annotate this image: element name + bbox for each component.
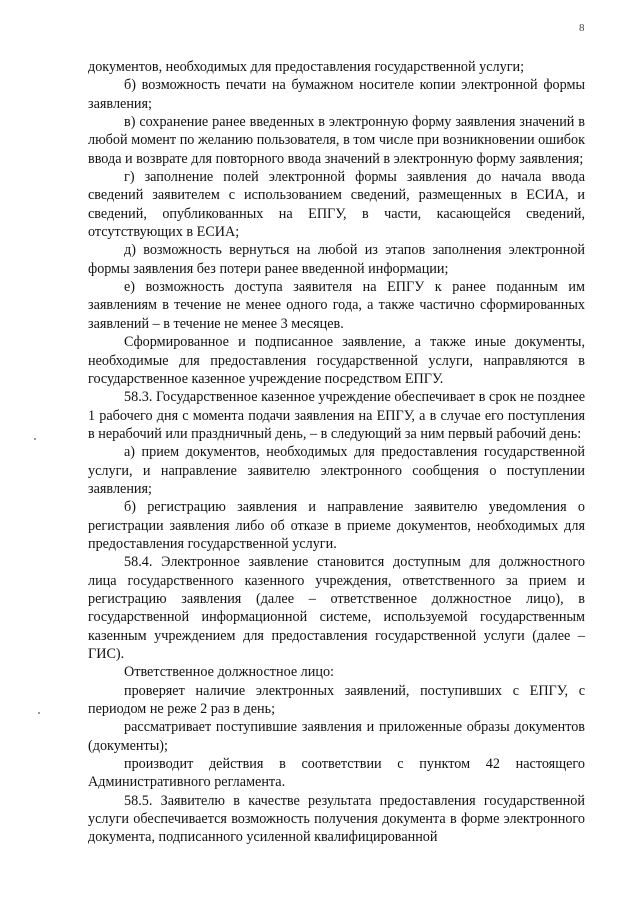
paragraph-8: 58.3. Государственное казенное учреждение обеспечивает в срок не позднее 1 рабочего дня с момента подачи заявления на ЕПГУ, а в случае его поступления в нерабочий или праздничный день, – в следующий за ним первый рабочий день: bbox=[88, 389, 585, 442]
paragraph-13: проверяет наличие электронных заявлений, поступивших с ЕПГУ, с периодом не реже 2 раз в день; bbox=[88, 682, 585, 718]
paragraph-15: производит действия в соответствии с пунктом 42 настоящего Административного регламента. bbox=[88, 756, 585, 791]
paragraph-12: Ответственное должностное лицо: bbox=[124, 664, 334, 681]
document-body bbox=[88, 58, 585, 847]
scan-speck bbox=[34, 438, 36, 440]
paragraph-7: Сформированное и подписанное заявление, а также иные документы, необходимые для предоставления государственной услуги, направляются в государственное казенное учреждение посредством ЕПГУ. bbox=[88, 334, 585, 387]
paragraph-1: документов, необходимых для предоставления государственной услуги; bbox=[88, 59, 525, 75]
paragraph-16: 58.5. Заявителю в качестве результата предоставления государственной услуги обеспечивается возможность получения документа в форме электронного документа, подписанного усиленной квалифицированной bbox=[88, 792, 585, 846]
paragraph-14: рассматривает поступившие заявления и приложенные образы документов (документы); bbox=[88, 719, 585, 754]
scan-speck bbox=[38, 712, 40, 714]
paragraph-9: а) прием документов, необходимых для предоставления государственной услуги, и направление заявителю электронного сообщения о поступлении заявления; bbox=[88, 444, 585, 497]
paragraph-6: е) возможность доступа заявителя на ЕПГУ к ранее поданным им заявлениям в течение не менее одного года, а также частично сформированных заявлений – в течение не менее 3 месяцев. bbox=[88, 279, 585, 332]
paragraph-4: г) заполнение полей электронной формы заявления до начала ввода сведений заявителем с использованием сведений, размещенных в ЕСИА, и сведений, опубликованных на ЕПГУ, в части, касающейся сведений, отсутствующих в ЕСИА; bbox=[88, 169, 585, 241]
paragraph-11: 58.4. Электронное заявление становится доступным для должностного лица государственного казенного учреждения, ответственного за прием и регистрацию заявления (далее – ответственное должностное лицо), в государственной информационной системе, используемой государственным казенным учреждением для предоставления государственной услуги (далее – ГИС). bbox=[88, 554, 585, 662]
paragraph-10: б) регистрацию заявления и направление заявителю уведомления о регистрации заявления либо об отказе в приеме документов, необходимых для предоставления государственной услуги. bbox=[88, 499, 585, 552]
paragraph-2: б) возможность печати на бумажном носителе копии электронной формы заявления; bbox=[88, 77, 585, 112]
page-number: 8 bbox=[579, 22, 585, 34]
paragraph-3: в) сохранение ранее введенных в электронную форму заявления значений в любой момент по желанию пользователя, в том числе при возникновении ошибок ввода и возврате для повторного ввода значений в электронную форму заявления; bbox=[88, 114, 585, 167]
paragraph-5: д) возможность вернуться на любой из этапов заполнения электронной формы заявления без потери ранее введенной информации; bbox=[88, 242, 585, 277]
